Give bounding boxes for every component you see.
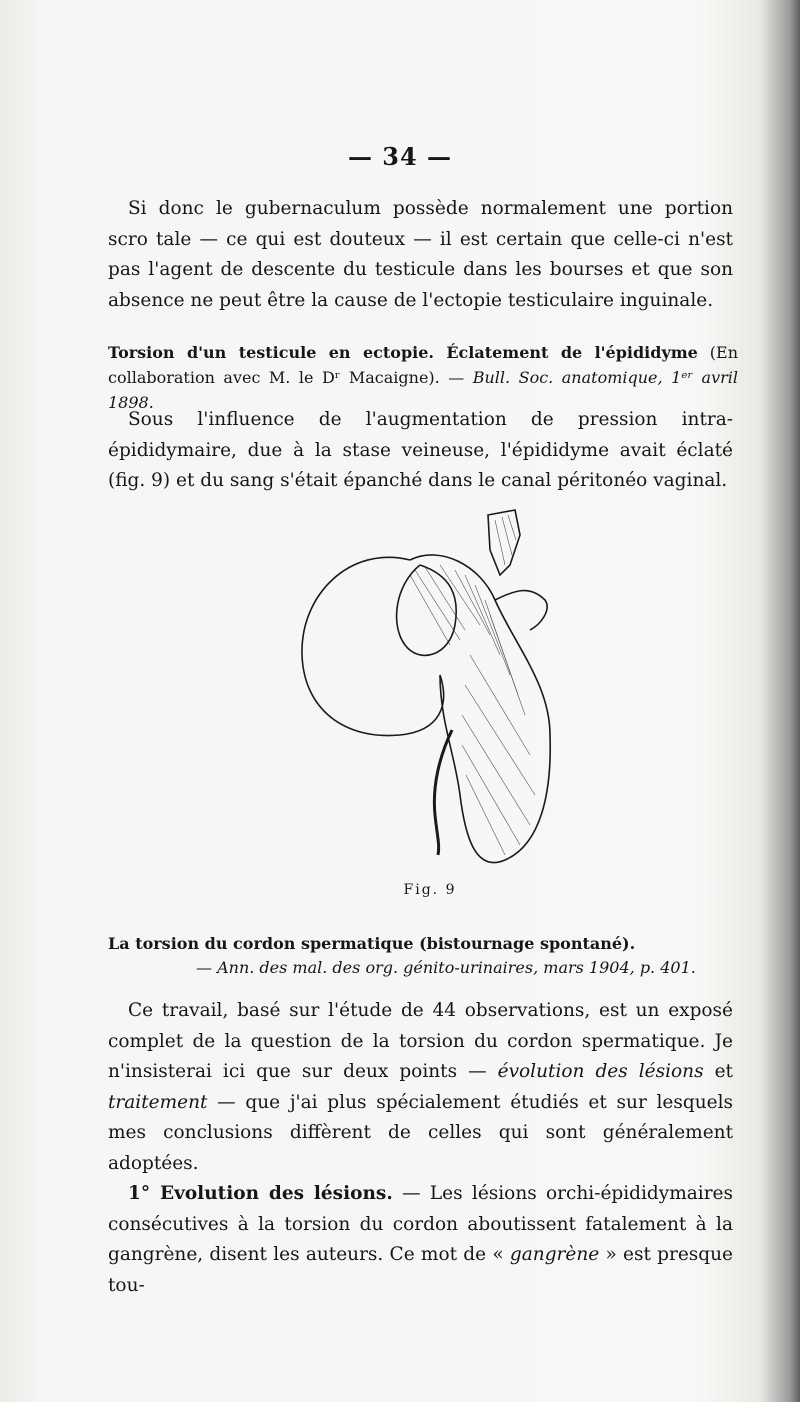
paragraph-travail <box>108 996 733 1301</box>
paragraph-text: Sous l'influence de l'augmentation de pression intra-épididymaire, due à la stase veineuse, l'épididyme avait éclaté (fig. 9) et du sang s'était épanché dans le canal péritonéo vaginal. <box>108 409 733 491</box>
text-run: — Les lésions orchi-épididymaires consécutives à la torsion du cordon aboutissent fatalement à la gangrène, disent les auteurs. Ce mot de « <box>108 1183 733 1265</box>
emphasis-gangrene: gangrène <box>509 1244 600 1265</box>
text-run: — que j'ai plus spécialement étudiés et sur lesquels mes conclusions diffèrent de celles qui sont généralement adoptées. <box>108 1091 733 1174</box>
entry-source: — Bull. Soc. anatomique, 1ᵉʳ avril 1898. <box>108 368 738 412</box>
paragraph-pression <box>108 405 733 497</box>
emphasis-traitement: traitement <box>108 1091 208 1113</box>
entry-title: La torsion du cordon spermatique (bistournage spontané). <box>108 934 636 953</box>
emphasis-evolution: évolution des lésions <box>497 1061 704 1082</box>
text-run: et <box>703 1061 733 1082</box>
paragraph-evolution <box>108 1179 733 1301</box>
entry-title: Torsion d'un testicule en ectopie. Éclatement de l'épididyme <box>108 343 698 362</box>
text-run: Ce travail, basé sur l'étude de 44 observations, est un exposé complet de la question de la torsion du cordon spermatique. Je n'insisterai ici que sur deux points — <box>108 1000 733 1082</box>
text-run: » est presque tou- <box>108 1244 733 1296</box>
bibliography-entry-2 <box>108 932 740 980</box>
entry-note: (En collaboration avec M. le Dʳ Macaigne). <box>108 343 738 387</box>
paragraph-gubernaculum <box>108 194 733 316</box>
paragraph-text: Si donc le gubernaculum possède normalement une portion scro tale — ce qui est douteux — il est certain que celle-ci n'est pas l'agent de descente du testicule dans les bourses et que son absence ne peut être la cause de l'ectopie testiculaire inguinale. <box>108 198 733 311</box>
figure-caption: Fig. 9 <box>403 882 457 898</box>
page-number: — 34 — <box>347 142 453 171</box>
paragraph-text <box>108 996 733 1179</box>
entry-source: — Ann. des mal. des org. génito-urinaires, mars 1904, p. 401. <box>196 958 696 977</box>
bibliography-entry-1 <box>108 340 738 415</box>
section-heading: 1° Evolution des lésions. <box>128 1183 393 1204</box>
testicle-illustration <box>290 505 570 870</box>
